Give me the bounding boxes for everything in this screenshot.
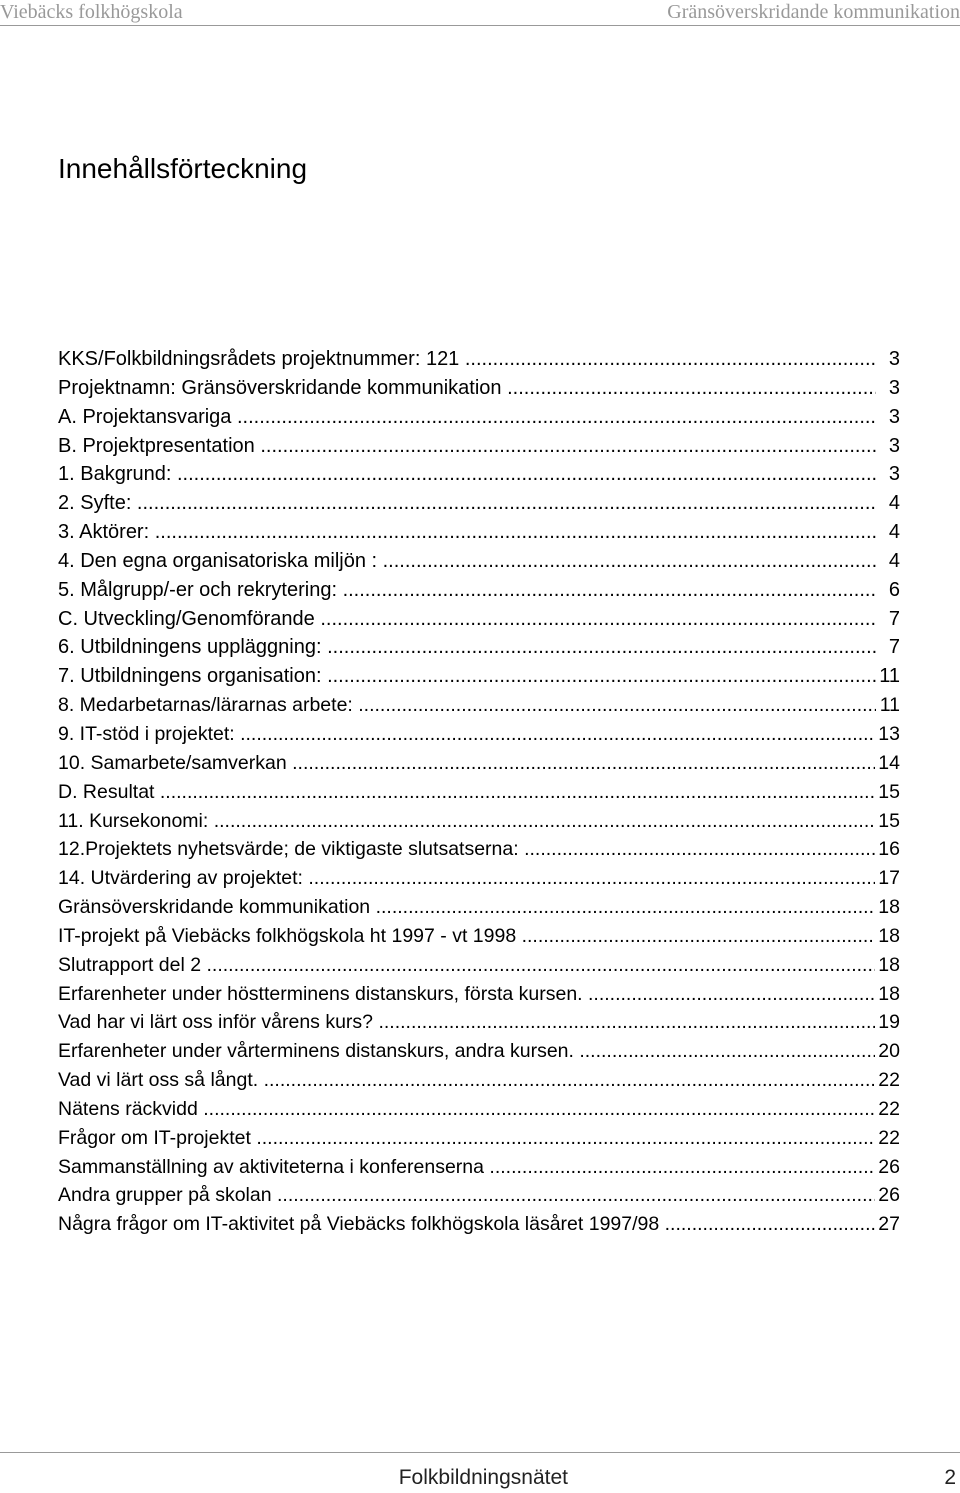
header-divider bbox=[0, 25, 960, 26]
toc-entry-title: Frågor om IT-projektet ..... bbox=[58, 1124, 876, 1152]
toc-entry-title: KKS/Folkbildningsrådets projektnummer: 121 ..... bbox=[58, 345, 876, 373]
toc-entry[interactable] bbox=[58, 807, 900, 836]
toc-entry-title: Vad har vi lärt oss inför vårens kurs? ..... bbox=[58, 1008, 876, 1036]
toc-entry-page: 3 bbox=[886, 432, 900, 460]
toc-entry[interactable] bbox=[58, 951, 900, 980]
toc-entry-title: B. Projektpresentation ..... bbox=[58, 432, 876, 460]
toc-entry-title: Vad vi lärt oss så långt. ..... bbox=[58, 1066, 876, 1094]
toc-entry-page: 18 bbox=[875, 951, 900, 979]
toc-entry-title: Slutrapport del 2 ..... bbox=[58, 951, 876, 979]
toc-entry-page: 15 bbox=[875, 778, 900, 806]
toc-entry[interactable] bbox=[58, 1037, 900, 1066]
toc-entry-title: Erfarenheter under höstterminens distanskurs, första kursen. ..... bbox=[58, 980, 876, 1008]
toc-entry[interactable] bbox=[58, 980, 900, 1009]
toc-entry-page: 11 bbox=[876, 662, 900, 690]
toc-entry[interactable] bbox=[58, 893, 900, 922]
toc-entry-title: Andra grupper på skolan ..... bbox=[58, 1181, 876, 1209]
toc-entry-title: C. Utveckling/Genomförande ..... bbox=[58, 605, 876, 633]
footer-divider bbox=[0, 1452, 960, 1453]
toc-entry[interactable] bbox=[58, 749, 900, 778]
toc-entry[interactable] bbox=[58, 403, 900, 432]
toc-entry-title: Gränsöverskridande kommunikation ..... bbox=[58, 893, 876, 921]
toc-entry-title: 4. Den egna organisatoriska miljön : ..... bbox=[58, 547, 876, 575]
toc-entry-title: 12.Projektets nyhetsvärde; de viktigaste slutsatserna: ..... bbox=[58, 835, 876, 863]
toc-entry-page: 20 bbox=[875, 1037, 900, 1065]
toc-entry[interactable] bbox=[58, 374, 900, 403]
toc-entry-title: 9. IT-stöd i projektet: ..... bbox=[58, 720, 876, 748]
header-document-title: Gränsöverskridande kommunikation bbox=[667, 1, 960, 23]
toc-entry-title: 8. Medarbetarnas/lärarnas arbete: ..... bbox=[58, 691, 876, 719]
toc-entry-title: Projektnamn: Gränsöverskridande kommunikation ..... bbox=[58, 374, 876, 402]
toc-entry-page: 27 bbox=[875, 1210, 900, 1238]
toc-entry[interactable] bbox=[58, 1153, 900, 1182]
toc-entry-page: 13 bbox=[875, 720, 900, 748]
toc-entry[interactable] bbox=[58, 691, 900, 720]
toc-entry[interactable] bbox=[58, 1124, 900, 1153]
header-school-name: Viebäcks folkhögskola bbox=[0, 1, 183, 23]
toc-entry-page: 17 bbox=[875, 864, 900, 892]
toc-entry-page: 4 bbox=[886, 518, 900, 546]
toc-entry[interactable] bbox=[58, 778, 900, 807]
toc-entry-title: Erfarenheter under vårterminens distanskurs, andra kursen. ..... bbox=[58, 1037, 876, 1065]
toc-entry-page: 4 bbox=[886, 489, 900, 517]
toc-entry-title: 6. Utbildningens uppläggning: ..... bbox=[58, 633, 876, 661]
toc-entry-title: 1. Bakgrund: ..... bbox=[58, 460, 876, 488]
toc-entry-page: 3 bbox=[886, 403, 900, 431]
toc-entry[interactable] bbox=[58, 864, 900, 893]
page-header bbox=[0, 0, 960, 26]
toc-entry-page: 22 bbox=[875, 1095, 900, 1123]
toc-entry-page: 16 bbox=[875, 835, 900, 863]
toc-entry[interactable] bbox=[58, 633, 900, 662]
toc-entry-title: Några frågor om IT-aktivitet på Viebäcks folkhögskola läsåret 1997/98 ..... bbox=[58, 1210, 876, 1238]
toc-entry-page: 18 bbox=[875, 893, 900, 921]
toc-entry[interactable] bbox=[58, 432, 900, 461]
toc-entry-title: 3. Aktörer: ..... bbox=[58, 518, 876, 546]
toc-entry[interactable] bbox=[58, 576, 900, 605]
toc-entry-title: 5. Målgrupp/-er och rekrytering: ..... bbox=[58, 576, 876, 604]
toc-entry-title: D. Resultat ..... bbox=[58, 778, 876, 806]
toc-entry-page: 6 bbox=[886, 576, 900, 604]
toc-entry-page: 7 bbox=[886, 633, 900, 661]
page-footer bbox=[0, 1452, 960, 1493]
toc-entry-page: 26 bbox=[875, 1153, 900, 1181]
toc-entry-page: 3 bbox=[886, 460, 900, 488]
toc-entry-page: 18 bbox=[875, 980, 900, 1008]
toc-entry[interactable] bbox=[58, 720, 900, 749]
toc-entry-page: 22 bbox=[875, 1066, 900, 1094]
toc-entry[interactable] bbox=[58, 518, 900, 547]
toc-entry[interactable] bbox=[58, 605, 900, 634]
toc-entry[interactable] bbox=[58, 547, 900, 576]
toc-entry-page: 11 bbox=[877, 691, 900, 719]
toc-entry-title: 11. Kursekonomi: ..... bbox=[58, 807, 876, 835]
toc-entry[interactable] bbox=[58, 1181, 900, 1210]
toc-entry[interactable] bbox=[58, 662, 900, 691]
toc-entry-page: 3 bbox=[886, 374, 900, 402]
toc-entry-title: A. Projektansvariga ..... bbox=[58, 403, 876, 431]
footer-publisher: Folkbildningsnätet bbox=[398, 1466, 568, 1489]
toc-entry[interactable] bbox=[58, 1210, 900, 1239]
table-of-contents bbox=[58, 345, 900, 1239]
toc-entry-page: 26 bbox=[875, 1181, 900, 1209]
toc-entry-title: 7. Utbildningens organisation: ..... bbox=[58, 662, 876, 690]
toc-entry-page: 15 bbox=[875, 807, 900, 835]
footer-page-number: 2 bbox=[944, 1466, 956, 1489]
toc-entry-page: 7 bbox=[886, 605, 900, 633]
toc-entry-page: 18 bbox=[875, 922, 900, 950]
toc-entry[interactable] bbox=[58, 1008, 900, 1037]
toc-entry-title: 2. Syfte: ..... bbox=[58, 489, 876, 517]
toc-entry[interactable] bbox=[58, 835, 900, 864]
toc-entry-page: 3 bbox=[886, 345, 900, 373]
toc-entry[interactable] bbox=[58, 345, 900, 374]
toc-entry[interactable] bbox=[58, 1066, 900, 1095]
toc-entry-page: 14 bbox=[875, 749, 900, 777]
toc-entry[interactable] bbox=[58, 1095, 900, 1124]
toc-entry-title: 14. Utvärdering av projektet: ..... bbox=[58, 864, 876, 892]
toc-entry-title: Sammanställning av aktiviteterna i konferenserna ..... bbox=[58, 1153, 876, 1181]
toc-entry[interactable] bbox=[58, 489, 900, 518]
toc-entry[interactable] bbox=[58, 460, 900, 489]
toc-entry-page: 22 bbox=[875, 1124, 900, 1152]
toc-entry-page: 4 bbox=[886, 547, 900, 575]
toc-entry[interactable] bbox=[58, 922, 900, 951]
page-title: Innehållsförteckning bbox=[58, 153, 308, 184]
toc-entry-title: 10. Samarbete/samverkan ..... bbox=[58, 749, 876, 777]
toc-entry-page: 19 bbox=[875, 1008, 900, 1036]
toc-entry-title: IT-projekt på Viebäcks folkhögskola ht 1997 - vt 1998 ..... bbox=[58, 922, 876, 950]
toc-entry-title: Nätens räckvidd ..... bbox=[58, 1095, 876, 1123]
